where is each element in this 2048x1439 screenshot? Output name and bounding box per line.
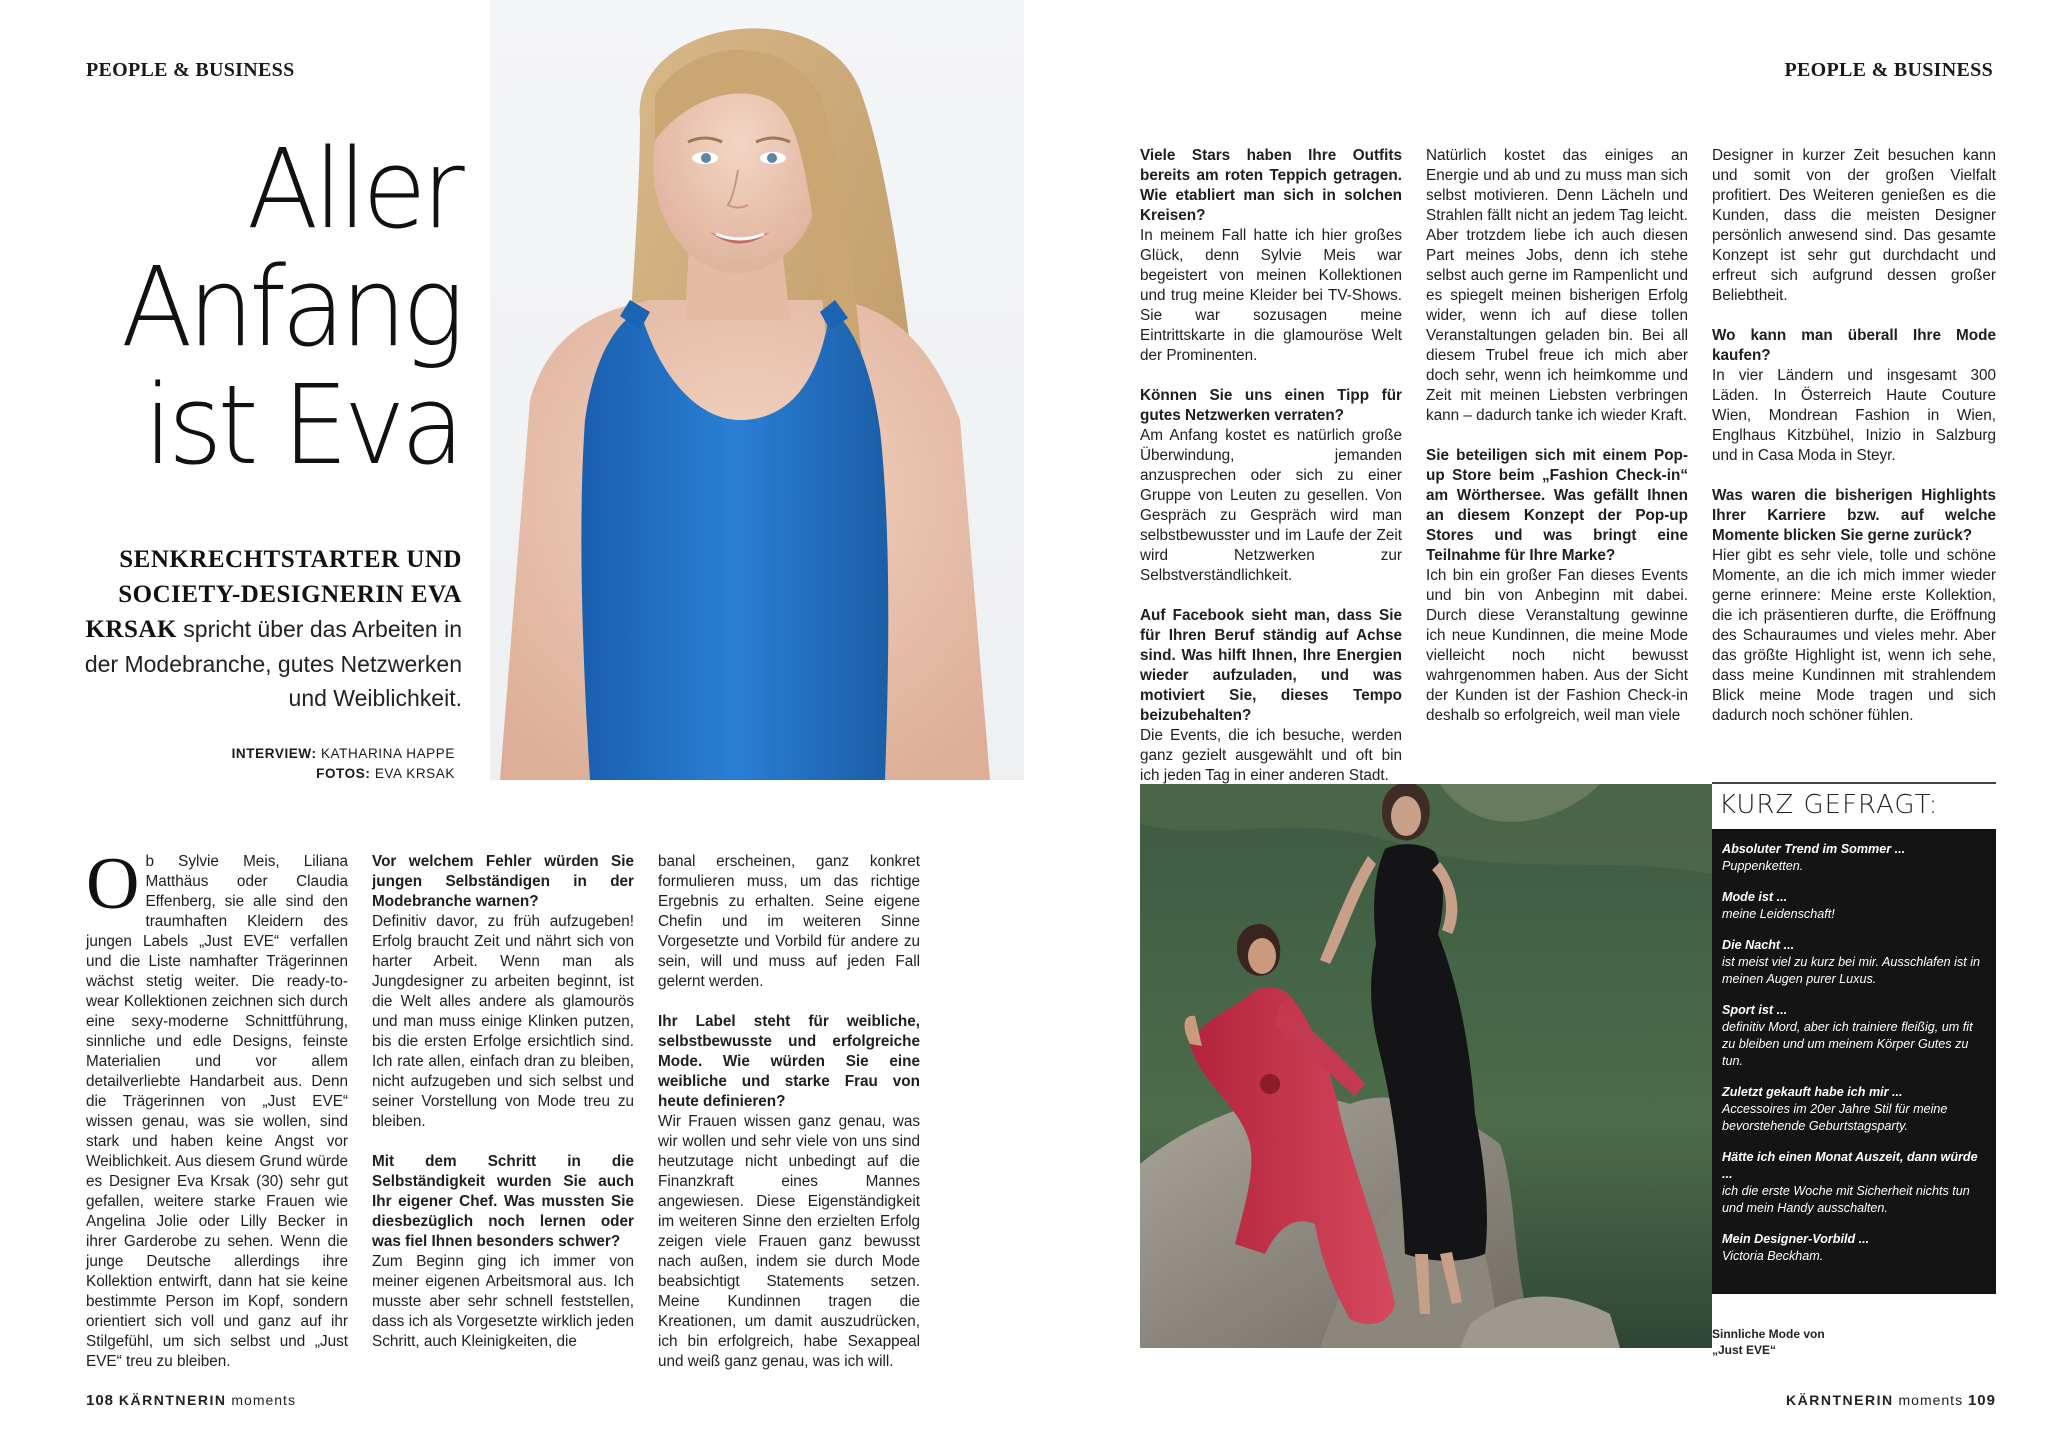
- kurz-gefragt-item: [1722, 1149, 1986, 1217]
- answer: Definitiv davor, zu früh aufzugeben! Erfolg braucht Zeit und nährt sich von harter Arbeit. Wenn man als Jungdesigner zu arbeiten beginnt, ist die Welt alles andere als glamourös und man muss einige Klinken putzen, bis die ersten Erfolge ersichtlich sind. Ich rate allen, einfach dran zu bleiben, nicht aufzugeben und sich selbst und seiner Vorstellung von Mode treu zu bleiben.: [372, 913, 634, 1130]
- article-title: [60, 125, 460, 489]
- title-line-2: Anfang: [121, 243, 460, 371]
- kg-answer: definitiv Mord, aber ich trainiere fleißig, um fit zu bleiben und um meinem Körper Gutes zu tun.: [1722, 1020, 1973, 1068]
- caption-line-2: „Just EVE“: [1712, 1343, 1777, 1357]
- lead-caps: SENKRECHTSTARTER UND SOCIETY-DESIGNERIN EVA KRSAK: [85, 546, 462, 643]
- answer: In meinem Fall hatte ich hier großes Glück, denn Sylvie Meis war begeistert von meinen Kollektionen und trug meine Kleider bei TV-Shows. Sie war sozusagen meine Eintrittskarte in die glamouröse Welt der Prominenten.: [1140, 227, 1402, 364]
- qa-block: [658, 1012, 920, 1372]
- lead-text: spricht über das Arbeiten in der Modebranche, gutes Netzwerken und Weiblichkeit.: [84, 616, 462, 711]
- kg-question: Die Nacht ...: [1722, 938, 1795, 952]
- page-number: 108: [86, 1392, 115, 1409]
- kg-question: Absoluter Trend im Sommer ...: [1722, 842, 1906, 856]
- kg-question: Hätte ich einen Monat Auszeit, dann würde ...: [1722, 1150, 1978, 1181]
- drop-cap: O: [86, 843, 140, 925]
- lead-paragraph: [60, 542, 462, 715]
- qa-block: [1712, 146, 1996, 306]
- kg-answer: Accessoires im 20er Jahre Stil für meine bevorstehende Geburtstagsparty.: [1722, 1102, 1948, 1133]
- answer: Wir Frauen wissen ganz genau, was wir wollen und sehr viele von uns sind heutzutage nicht unbedingt auf die Finanzkraft eines Mannes angewiesen. Diese Eigenständigkeit im weiteren Sinne den erzielten Erfolg zeigen viele Frauen ganz bewusst nach außen, indem sie durch Mode beabsichtigt Statements setzen. Meine Kundinnen tragen die Kreationen, um damit auszudrücken, ich bin erfolgreich, habe Sexappeal und weiß ganz genau, was ich will.: [658, 1113, 920, 1370]
- right-page: [1024, 0, 2048, 1439]
- page-number: 109: [1967, 1392, 1996, 1409]
- question: Ihr Label steht für weibliche, selbstbewusste und erfolgreiche Mode. Wie würden Sie eine weibliche und starke Frau von heute definieren?: [658, 1013, 920, 1110]
- title-line-1: Aller: [246, 125, 460, 253]
- answer: Die Events, die ich besuche, werden ganz gezielt ausgewählt und oft bin ich jeden Tag in einer anderen Stadt.: [1140, 727, 1402, 784]
- kg-answer: Puppenketten.: [1722, 859, 1804, 873]
- fashion-illustration: [1140, 784, 1712, 1348]
- kg-question: Mein Designer-Vorbild ...: [1722, 1232, 1870, 1246]
- answer: Natürlich kostet das einiges an Energie und ab und zu muss man sich selbst motivieren. Denn Lächeln und Strahlen fällt nicht an jedem Tag leicht. Aber trotzdem liebe ich auch diesen Part meines Jobs, denn ich stehe selbst auch gerne im Rampenlicht und es spiegelt meinen bisherigen Erfolg wider, wenn ich auf diese tollen Veranstaltungen geladen bin. Bei all diesem Trubel freue ich mich aber doch sehr, wenn ich heimkomme und Zeit mit meinen Liebsten verbringen kann – dadurch tanke ich wieder Kraft.: [1426, 147, 1688, 424]
- intro-text: b Sylvie Meis, Liliana Matthäus oder Claudia Effenberg, sie alle sind den traumhaften Kleidern des jungen Labels „Just EVE“ verfallen und die Liste namhafter Trägerinnen wächst stetig weiter. Die ready-to-wear Kollektionen zeichnen sich durch eine sexy-moderne Schnittführung, sinnliche und edle Designs, feinste Materialien und vor allem detailverliebte Handarbeit aus. Denn die Trägerinnen von „Just EVE“ wissen genau, was sie wollen, sind stark und haben keine Angst vor Weiblichkeit. Aus diesem Grund würde es Designer Eva Krsak (30) sehr gut gefallen, weitere starke Frauen wie Angelina Jolie oder Lilly Becker in ihrer Garderobe zu sehen. Wenn die junge Deutsche allerdings ihre Kollektion entwirft, dann hat sie keine bestimmte Person im Kopf, sondern orientiert sich voll und ganz auf ihr Stilgefühl, um sich selbst und „Just EVE“ treu zu bleiben.: [86, 853, 348, 1370]
- qa-block: [1426, 146, 1688, 426]
- article-column-1: [86, 843, 348, 1372]
- question: Sie beteiligen sich mit einem Pop-up Store beim „Fashion Check-in“ am Wörthersee. Was gefällt Ihnen an diesem Konzept der Pop-up Stores und was bringt eine Teilnahme für Ihre Marke?: [1426, 447, 1688, 564]
- magazine-name: KÄRNTNERIN: [1786, 1392, 1894, 1408]
- kurz-gefragt-item: [1722, 1231, 1986, 1265]
- kg-answer: Victoria Beckham.: [1722, 1249, 1824, 1263]
- qa-block: [1140, 146, 1402, 366]
- qa-block: [1140, 386, 1402, 586]
- kurz-gefragt-box: [1712, 829, 1996, 1294]
- credits: [60, 744, 455, 784]
- qa-block: [1712, 326, 1996, 466]
- section-label: PEOPLE & BUSINESS: [86, 59, 295, 81]
- section-label: PEOPLE & BUSINESS: [1784, 59, 1993, 81]
- fashion-photo: [1140, 784, 1712, 1348]
- kg-answer: meine Leidenschaft!: [1722, 907, 1835, 921]
- article-column-6: [1712, 146, 1996, 746]
- fotos-name: EVA KRSAK: [374, 766, 455, 781]
- magazine-name: KÄRNTNERIN: [118, 1392, 227, 1408]
- magazine-sub: moments: [231, 1392, 296, 1408]
- article-column-3: [658, 852, 920, 1392]
- kurz-gefragt-item: [1722, 937, 1986, 988]
- kg-question: Mode ist ...: [1722, 890, 1788, 904]
- answer: Ich bin ein großer Fan dieses Events und bin von Anbeginn mit dabei. Durch diese Veranstaltung gewinne ich neue Kundinnen, die meine Mode vielleicht noch nicht bewusst wahrgenommen haben. Aus der Sicht der Kunden ist der Fashion Check-in deshalb so erfolgreich, weil man viele: [1426, 567, 1688, 724]
- kurz-gefragt-item: [1722, 841, 1986, 875]
- qa-block: [658, 852, 920, 992]
- kg-question: Zuletzt gekauft habe ich mir ...: [1722, 1085, 1903, 1099]
- kurz-gefragt-title: KURZ GEFRAGT:: [1719, 790, 1939, 820]
- kurz-gefragt-rule: [1712, 782, 1996, 784]
- answer: Am Anfang kostet es natürlich große Überwindung, jemanden anzusprechen oder sich zu einer Gruppe von Leuten zu gesellen. Von Gespräch zu Gespräch wird man selbstbewusster und im Laufe der Zeit wird Netzwerken zur Selbstverständlichkeit.: [1140, 427, 1402, 584]
- fotos-label: FOTOS:: [316, 766, 371, 781]
- question: Können Sie uns einen Tipp für gutes Netzwerken verraten?: [1140, 387, 1402, 424]
- kg-question: Sport ist ...: [1722, 1003, 1788, 1017]
- answer: banal erscheinen, ganz konkret formulieren muss, um das richtige Ergebnis zu erhalten. Seine eigene Chefin und im weiteren Sinne Vorgesetzte und Vorbild für andere zu sein, will und muss auf jeden Fall gelernt werden.: [658, 853, 920, 990]
- article-column-2: [372, 852, 634, 1372]
- question: Viele Stars haben Ihre Outfits bereits am roten Teppich getragen. Wie etabliert man sich in solchen Kreisen?: [1140, 147, 1402, 224]
- qa-block: [372, 852, 634, 1132]
- answer: In vier Ländern und insgesamt 300 Läden. In Österreich Haute Couture Wien, Mondrean Fashion in Wien, Englhaus Kitzbühel, Inizio in Salzburg und in Casa Moda in Steyr.: [1712, 367, 1996, 464]
- kurz-gefragt-item: [1722, 889, 1986, 923]
- portrait-photo: [490, 0, 1028, 780]
- caption-line-1: Sinnliche Mode von: [1712, 1327, 1825, 1341]
- question: Was waren die bisherigen Highlights Ihrer Karriere bzw. auf welche Momente blicken Sie gerne zurück?: [1712, 487, 1996, 544]
- question: Wo kann man überall Ihre Mode kaufen?: [1712, 327, 1996, 364]
- article-column-4: [1140, 146, 1402, 806]
- answer: Hier gibt es sehr viele, tolle und schöne Momente, an die ich mich immer wieder gerne erinnere: Meine erste Kollektion, die ich präsentieren durfte, die Eröffnung des Schauraumes und vieles mehr. Aber das größte Highlight ist, wenn ich sehe, dass meine Kundinnen mit strahlendem Blick meine Mode tragen und sich dadurch noch schöner fühlen.: [1712, 547, 1996, 724]
- question: Mit dem Schritt in die Selbständigkeit wurden Sie auch Ihr eigener Chef. Was mussten Sie diesbezüglich noch lernen oder was fiel Ihnen besonders schwer?: [372, 1153, 634, 1250]
- folio-left: [86, 1392, 296, 1409]
- article-column-5: [1426, 146, 1688, 746]
- folio-right: [1786, 1392, 1996, 1409]
- title-line-3: ist Eva: [143, 361, 460, 489]
- qa-block: [372, 1152, 634, 1352]
- qa-block: [1426, 446, 1688, 726]
- question: Auf Facebook sieht man, dass Sie für Ihren Beruf ständig auf Achse sind. Was hilft Ihnen, Ihre Energien wieder aufzuladen, und was motiviert Sie, dieses Tempo beizubehalten?: [1140, 607, 1402, 724]
- kg-answer: ist meist viel zu kurz bei mir. Ausschlafen ist in meinen Augen purer Luxus.: [1722, 955, 1981, 986]
- answer: Designer in kurzer Zeit besuchen kann und somit von der großen Vielfalt profitiert. Des Weiteren genießen es die Kunden, dass die meisten Designer persönlich anwesend sind. Das gesamte Konzept ist sehr gut durchdacht und erfreut sich aufgrund dessen großer Beliebtheit.: [1712, 147, 1996, 304]
- qa-block: [1140, 606, 1402, 786]
- interview-name: KATHARINA HAPPE: [320, 746, 455, 761]
- photo-caption: [1712, 1326, 1825, 1358]
- answer: Zum Beginn ging ich immer von meiner eigenen Arbeitsmoral aus. Ich musste aber sehr schnell feststellen, dass ich als Vorgesetzte wirklich jeden Schritt, auch Kleinigkeiten, die: [372, 1253, 634, 1350]
- magazine-sub: moments: [1898, 1392, 1964, 1408]
- kurz-gefragt-item: [1722, 1002, 1986, 1070]
- kurz-gefragt-item: [1722, 1084, 1986, 1135]
- interview-label: INTERVIEW:: [231, 746, 317, 761]
- question: Vor welchem Fehler würden Sie jungen Selbständigen in der Modebranche warnen?: [372, 853, 634, 910]
- kg-answer: ich die erste Woche mit Sicherheit nichts tun und mein Handy ausschalten.: [1722, 1184, 1970, 1215]
- portrait-illustration: [490, 0, 1028, 780]
- qa-block: [1712, 486, 1996, 726]
